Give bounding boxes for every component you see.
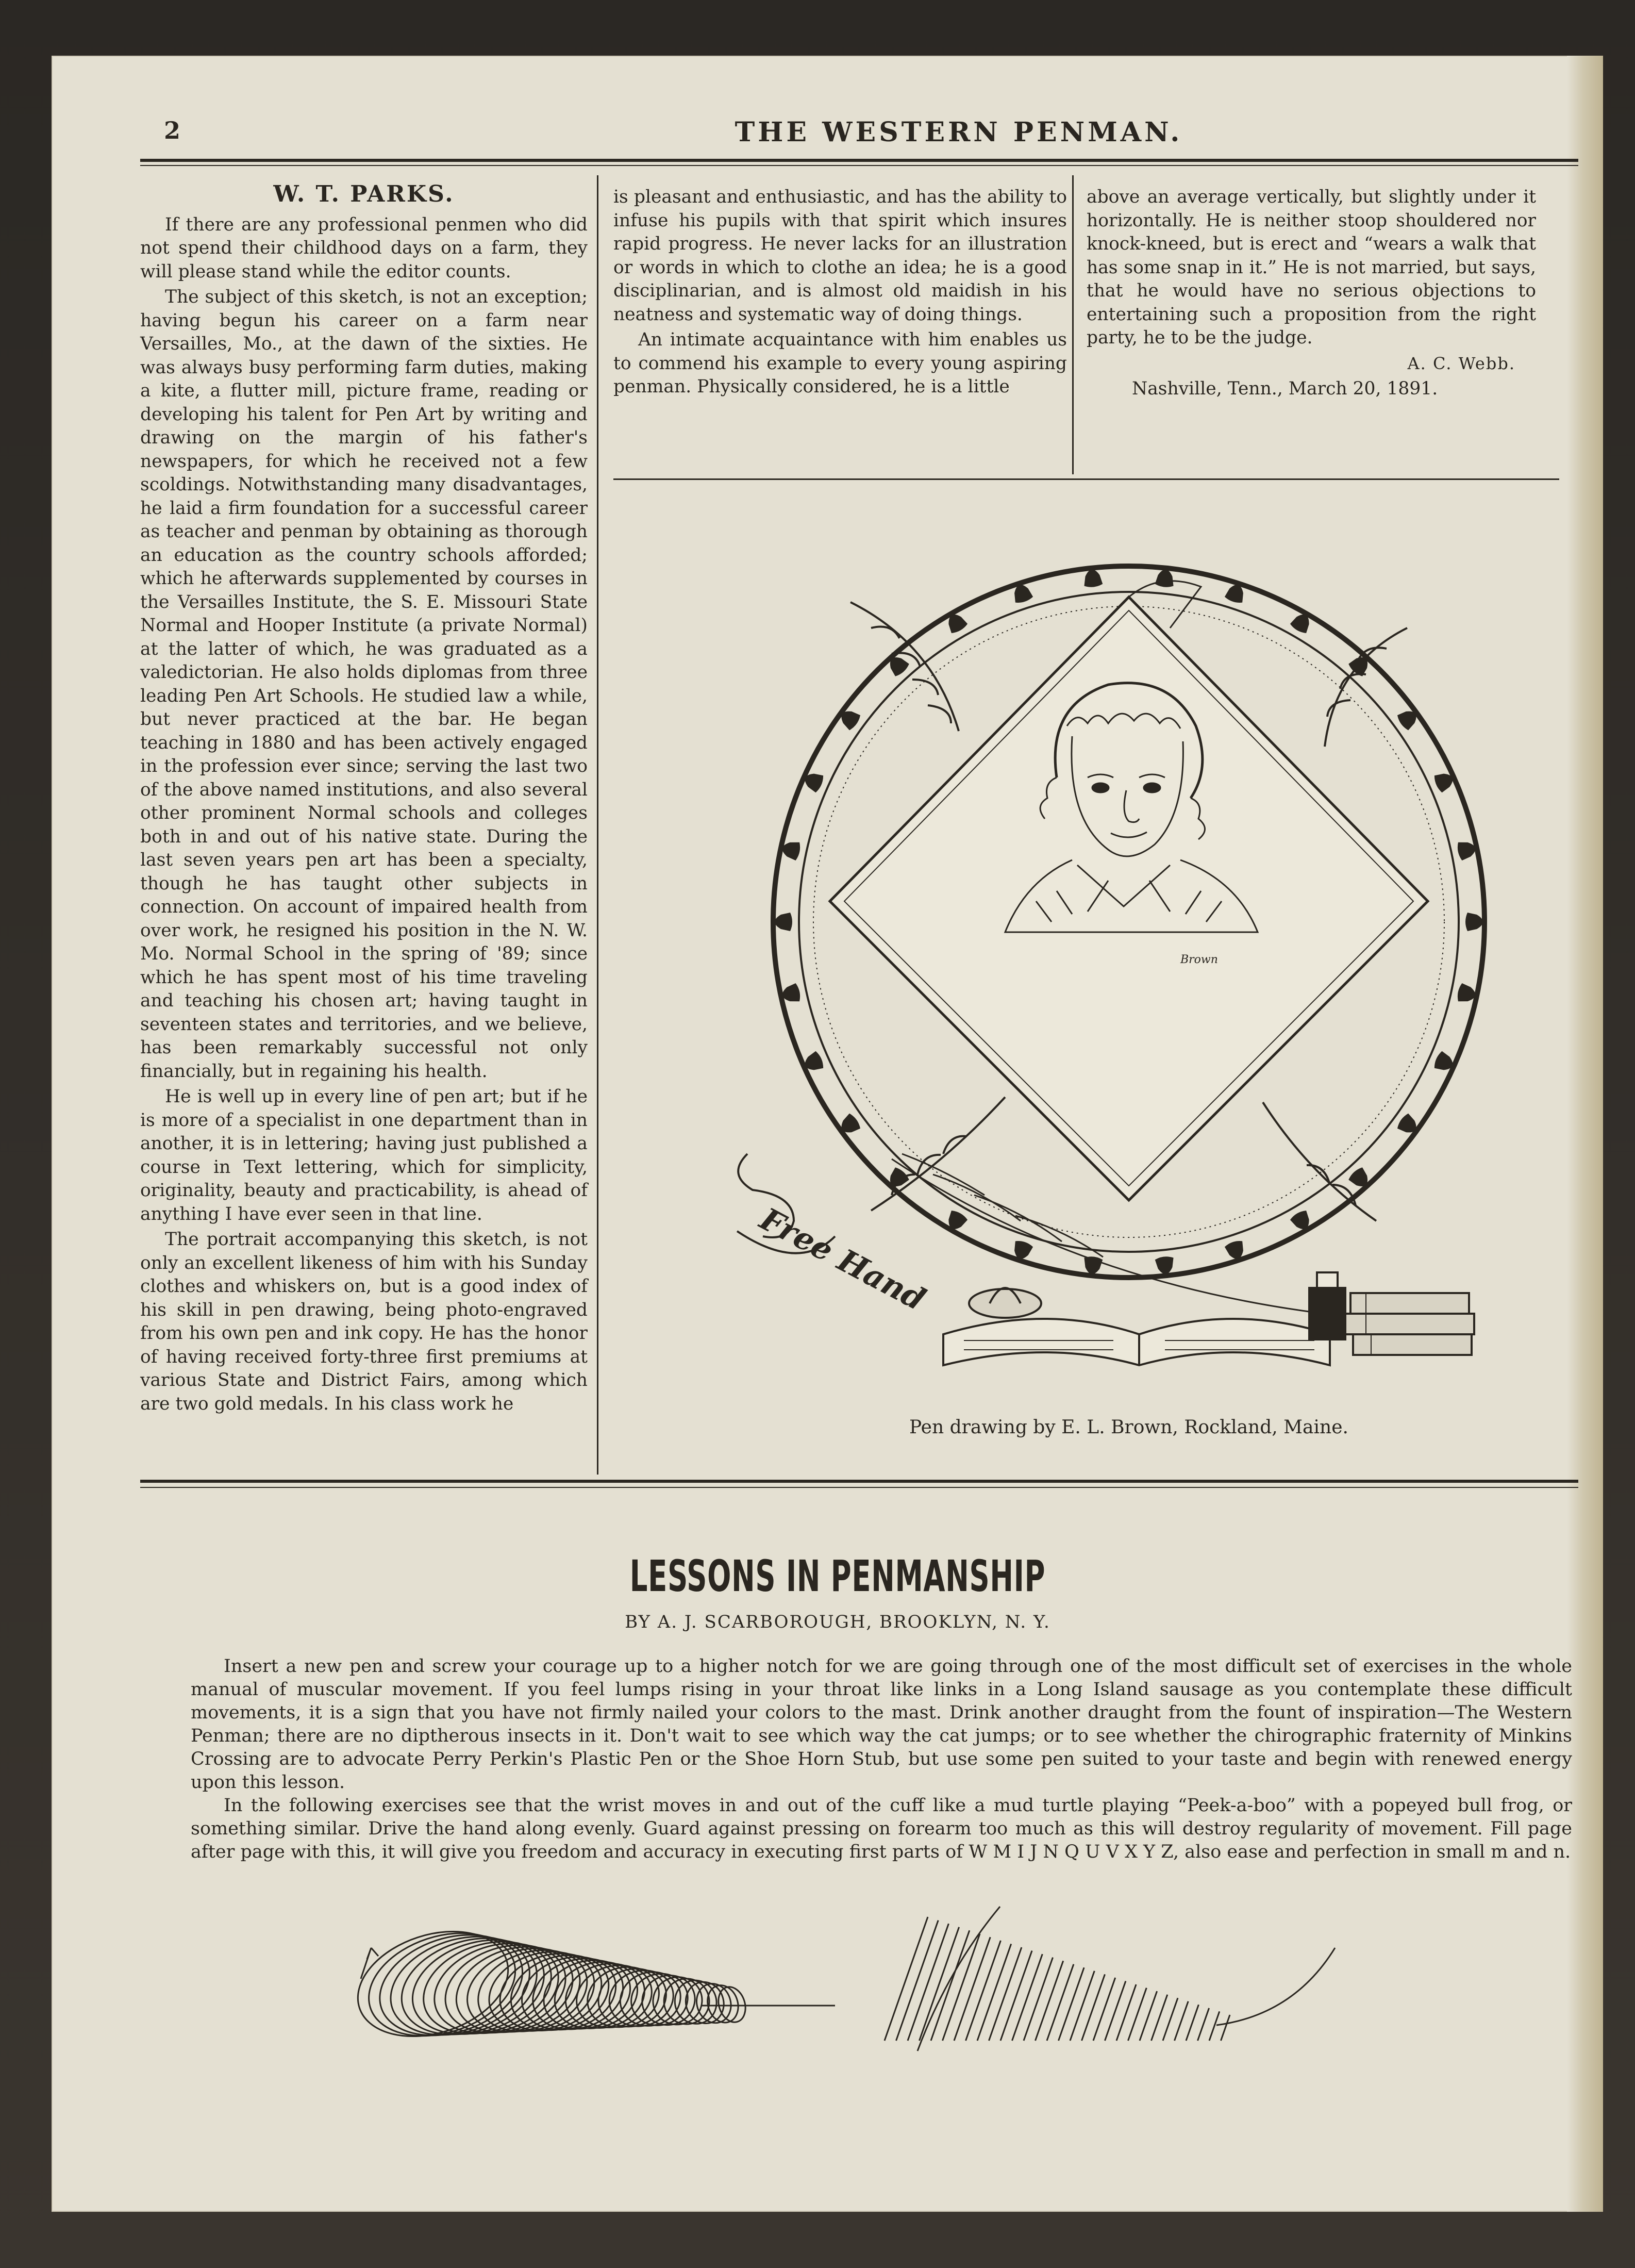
page-number: 2 — [164, 117, 181, 144]
slant-stroke — [885, 1917, 928, 2041]
slant-stroke — [1093, 1978, 1115, 2041]
dateline: Nashville, Tenn., March 20, 1891. — [1132, 378, 1438, 399]
slant-stroke — [1209, 2011, 1220, 2041]
section-divider-thick — [140, 1480, 1578, 1483]
exercise-flourish — [917, 1907, 1335, 2051]
paragraph: The subject of this sketch, is not an exception; having begun his career on a farm near Versailles, Mo., at the dawn of the sixties. He was always busy performing farm duties, making a kite, a flutter mill, picture frame, reading or developing his talent for Pen Art by writing and drawing on the margin of his father's newspapers, for which he received not a few scoldings. Notwithstanding many disadvantages, he laid a firm foundation for a successful career as teacher and penman by obtaining as thorough an education as the country schools afforded; which he afterwards supplemented by courses in the Versailles Institute, the S. E. Missouri State Normal and Hooper Institute (a private Normal) at the latter of which, he was graduated as a valedictorian. He also holds diplomas from three leading Pen Art Schools. He studied law a while, but never practiced at the bar. He began teaching in 1880 and has been actively engaged in the profession ever since; serving the last two of the above named institutions, and also several other prominent Normal schools and colleges both in and out of his native state. During the last seven years pen art has been a specialty, though he has taught other subjects in connection. On account of impaired health from over work, he resigned his position in the N. W. Mo. Normal School in the spring of '89; since which he has spent most of his time traveling and teaching his chosen art; having taught in seventeen states and territories, and we believe, has been remarkably successful not only financially, but in regaining his health. — [140, 287, 588, 1082]
diamond-card — [830, 581, 1428, 1200]
running-head: THE WESTERN PENMAN. — [735, 117, 1183, 148]
slant-stroke — [1105, 1981, 1126, 2041]
bell-ornament — [1082, 1256, 1103, 1276]
penmanship-exercises — [340, 1886, 1448, 2072]
paragraph: is pleasant and enthusiastic, and has the ability to infuse his pupils with that spirit which insures rapid progress. He never lacks for an illustration or words in which to clothe an idea; he is a good disciplinarian, and is almost old maidish in his neatness and systematic way of doing things. — [613, 187, 1067, 325]
article-column-2 — [613, 186, 1067, 399]
slant-stroke — [1175, 2001, 1189, 2041]
artist-mark: Brown — [1180, 953, 1218, 966]
section-divider-thin — [140, 1487, 1578, 1488]
article-title: W. T. PARKS. — [273, 181, 455, 207]
lesson-paragraph: In the following exercises see that the wrist moves in and out of the cuff like a mud turtle playing “Peek-a-boo” with a popeyed bull frog, or something similar. Drive the hand along evenly. Guard against pressing on forearm too much as this will destroy regularity of movement. Fill page after page with this, it will give you freedom and accuracy in executing first parts of W M I J N Q U V X Y Z, also ease and perfection in small m and n. — [191, 1795, 1572, 1862]
column-divider-left — [597, 175, 598, 1475]
column-divider-right — [1072, 175, 1074, 474]
ink-bottle — [1309, 1272, 1345, 1339]
start-arrow — [361, 1948, 378, 1979]
paragraph: If there are any professional penmen who did not spend their childhood days on a farm, they will please stand while the editor counts. — [140, 214, 588, 282]
oval-loop-exercise — [344, 1913, 750, 2054]
bell-ornament — [1155, 1256, 1175, 1276]
paragraph: An intimate acquaintance with him enables us to commend his example to every young aspiring penman. Physically considered, he is a little — [613, 329, 1067, 397]
free-hand-lettering: Free Hand — [754, 1201, 931, 1318]
header-rule-thick — [140, 159, 1578, 162]
slant-stroke — [931, 1930, 970, 2041]
illustration-caption: Pen drawing by E. L. Brown, Rockland, Maine. — [909, 1417, 1348, 1438]
slant-stroke — [1186, 2005, 1198, 2041]
paragraph: He is well up in every line of pen art; but if he is more of a specialist in one department than in another, it is in lettering; having just published a course in Text lettering, which for simplicity, originality, beauty and practicability, is ahead of anything I have ever seen in that line. — [140, 1086, 588, 1224]
slant-stroke — [1059, 1967, 1085, 2041]
book-stack — [1345, 1293, 1474, 1355]
push-pull-exercise — [701, 1907, 1335, 2051]
bell-ornament — [1082, 569, 1103, 588]
pen-drawing-portrait — [716, 509, 1541, 1396]
paragraph: The portrait accompanying this sketch, is not only an excellent likeness of him with his Sunday clothes and whiskers on, but is a good index of his skill in pen drawing, being photo-engraved from his own pen and ink copy. He has the honor of having received forty-three first premiums at various State and District Fairs, among which are two gold medals. In his class work he — [140, 1229, 588, 1414]
slant-stroke — [1221, 2015, 1230, 2041]
slant-stroke — [954, 1937, 990, 2041]
slant-stroke — [1082, 1974, 1105, 2041]
author-signature: A. C. Webb. — [1407, 353, 1515, 373]
slant-stroke — [1128, 1988, 1147, 2041]
page-content — [52, 56, 1598, 2212]
slant-stroke — [896, 1921, 939, 2041]
lesson-byline: BY A. J. SCARBOROUGH, BROOKLYN, N. Y. — [625, 1612, 1050, 1632]
slant-stroke — [1036, 1961, 1063, 2041]
slant-stroke — [1047, 1964, 1074, 2041]
lesson-paragraph: Insert a new pen and screw your courage up to a higher notch for we are going through one of the most difficult set of exercises in the whole manual of muscular movement. If you feel lumps rising in your throat like links in a Long Island sausage as you contemplate these difficult movements, it is a sign that you have not firmly nailed your colors to the mast. Drink another draught from the fount of inspiration—The Western Penman; there are no diptherous insects in it. Don't wait to see which way the cat jumps; or to see whether the chirographic fraternity of Minkins Crossing are to advocate Perry Perkin's Plastic Pen or the Shoe Horn Stub, but use some pen suited to your taste and begin with renewed energy upon this lesson. — [191, 1656, 1572, 1793]
newspaper-page — [52, 56, 1603, 2212]
slant-stroke — [1012, 1954, 1043, 2041]
slant-stroke — [943, 1934, 980, 2041]
bell-ornament — [1155, 569, 1175, 588]
slant-stroke — [1198, 2008, 1209, 2041]
slant-stroke — [1163, 1998, 1178, 2041]
paragraph: above an average vertically, but slightly under it horizontally. He is neither stoop shouldered nor knock-kneed, but is erect and “wears a walk that has some snap in it.” He is not married, but says, that he would have no serious objections to entertaining such a proposition from the right party, he to be the judge. — [1087, 187, 1536, 348]
slant-stroke — [920, 1927, 959, 2041]
lesson-title: LESSONS IN PENMANSHIP — [629, 1551, 1046, 1601]
bell-ornament — [775, 913, 792, 931]
slant-stroke — [1070, 1971, 1094, 2041]
open-book — [943, 1319, 1330, 1365]
header-rule-thin — [140, 165, 1578, 166]
slant-stroke — [1024, 1958, 1053, 2041]
slant-stroke — [1116, 1984, 1136, 2041]
article-column-1 — [140, 183, 588, 1416]
inkwell — [969, 1288, 1041, 1318]
article-column-3 — [1087, 186, 1536, 401]
bell-ornament — [1465, 913, 1483, 931]
section-rule — [613, 478, 1559, 480]
